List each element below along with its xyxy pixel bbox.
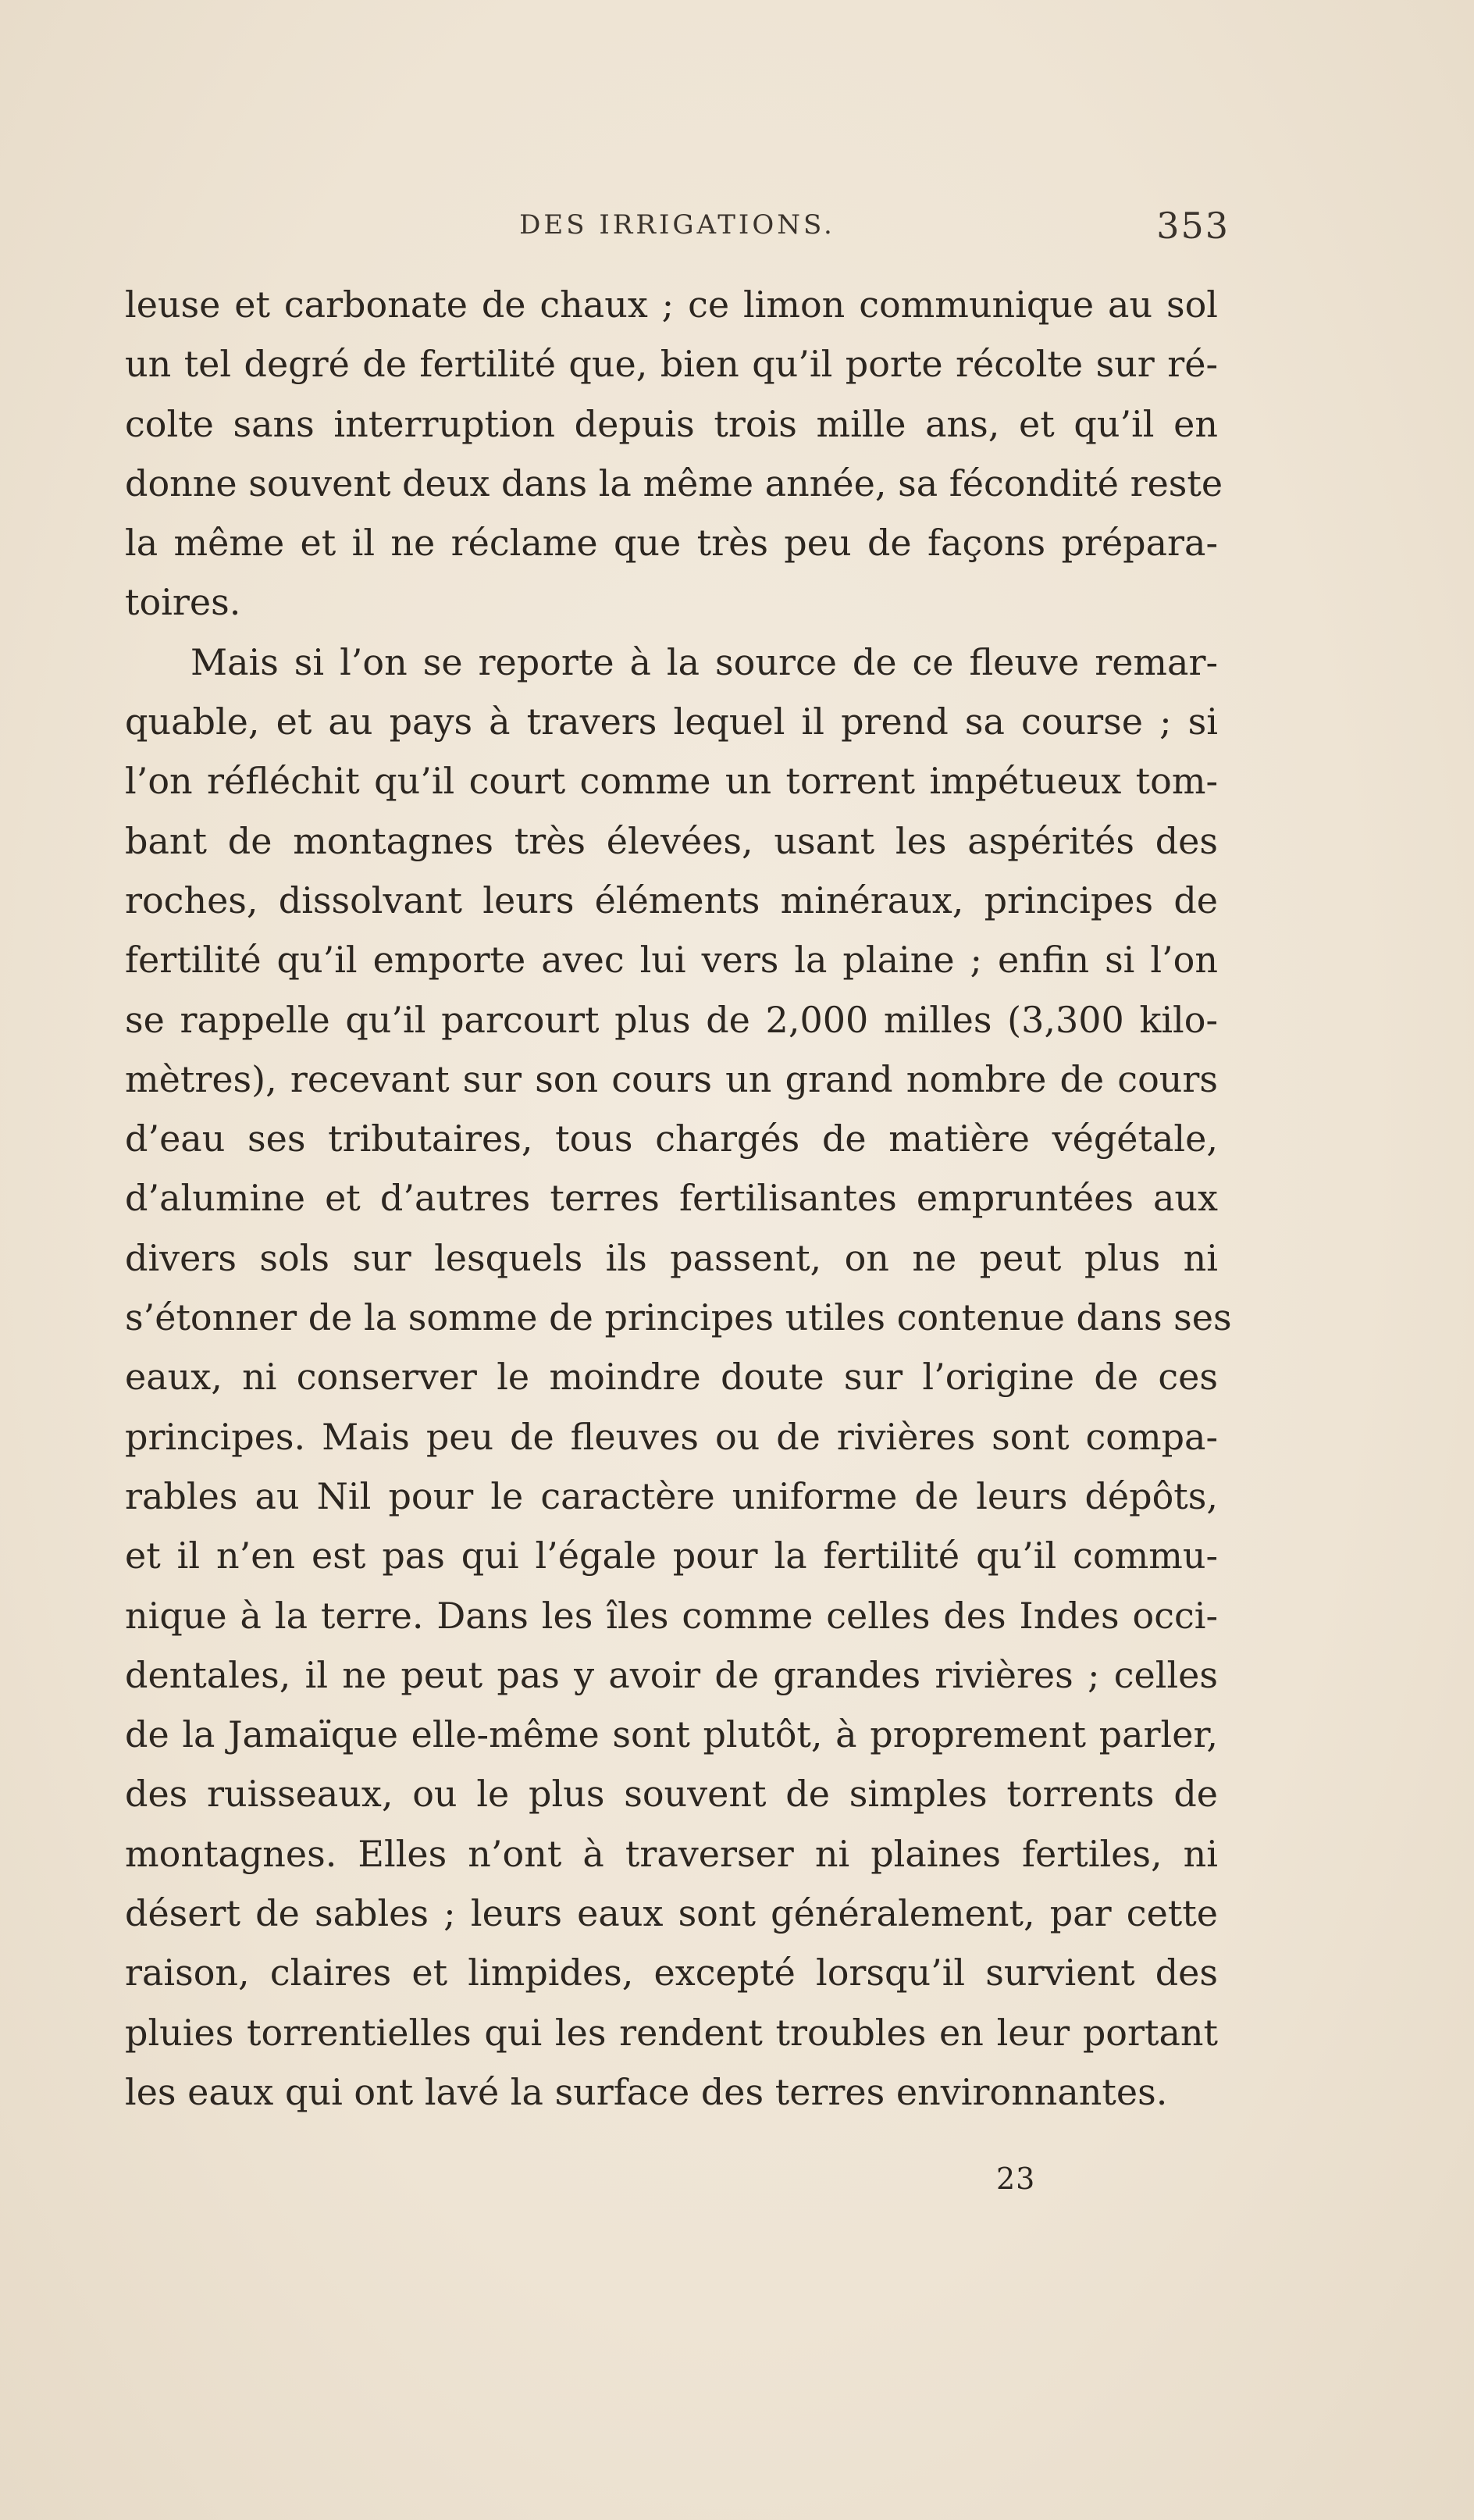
text-line: quable, et au pays à travers lequel il prend sa course ; si bbox=[125, 700, 1218, 743]
text-line: roches, dissolvant leurs éléments minéraux, principes de bbox=[125, 879, 1218, 921]
text-line: se rappelle qu’il parcourt plus de 2,000 milles (3,300 kilo- bbox=[125, 998, 1218, 1041]
page-number: 353 bbox=[1156, 205, 1230, 247]
text-line: leuse et carbonate de chaux ; ce limon communique au sol bbox=[125, 283, 1218, 326]
body-text bbox=[125, 275, 1232, 2122]
text-line: eaux, ni conserver le moindre doute sur l’origine de ces bbox=[125, 1356, 1218, 1399]
running-title: DES IRRIGATIONS. bbox=[519, 209, 835, 241]
text-line: principes. Mais peu de fleuves ou de rivières sont compa- bbox=[125, 1415, 1218, 1458]
text-line: les eaux qui ont lavé la surface des terres environnantes. bbox=[125, 2070, 1168, 2113]
text-line: mètres), recevant sur son cours un grand nombre de cours bbox=[125, 1057, 1218, 1100]
text-line: pluies torrentielles qui les rendent troubles en leur portant bbox=[125, 2011, 1218, 2054]
signature-mark: 23 bbox=[996, 2162, 1036, 2196]
text-line: donne souvent deux dans la même année, sa fécondité reste bbox=[125, 462, 1223, 504]
text-line: désert de sables ; leurs eaux sont généralement, par cette bbox=[125, 1892, 1218, 1935]
page-header bbox=[125, 205, 1230, 256]
text-line: colte sans interruption depuis trois mille ans, et qu’il en bbox=[125, 402, 1218, 445]
text-line: d’alumine et d’autres terres fertilisantes empruntées aux bbox=[125, 1177, 1218, 1220]
text-line: s’étonner de la somme de principes utiles contenue dans ses bbox=[125, 1296, 1232, 1339]
paragraph-start-line: Mais si l’on se reporte à la source de ce fleuve remar- bbox=[190, 640, 1218, 683]
text-line: l’on réfléchit qu’il court comme un torrent impétueux tom- bbox=[125, 760, 1218, 803]
text-line: dentales, il ne peut pas y avoir de grandes rivières ; celles bbox=[125, 1653, 1218, 1696]
text-line: d’eau ses tributaires, tous chargés de matière végétale, bbox=[125, 1117, 1218, 1160]
text-line: nique à la terre. Dans les îles comme celles des Indes occi- bbox=[125, 1594, 1218, 1637]
text-line: la même et il ne réclame que très peu de façons prépara- bbox=[125, 522, 1218, 565]
text-line: raison, claires et limpides, excepté lorsqu’il survient des bbox=[125, 1951, 1218, 1994]
text-line: rables au Nil pour le caractère uniforme de leurs dépôts, bbox=[125, 1474, 1218, 1517]
text-line: des ruisseaux, ou le plus souvent de simples torrents de bbox=[125, 1773, 1218, 1816]
text-line: divers sols sur lesquels ils passent, on ne peut plus ni bbox=[125, 1236, 1218, 1279]
text-line: toires. bbox=[125, 581, 241, 624]
text-line: de la Jamaïque elle-même sont plutôt, à proprement parler, bbox=[125, 1713, 1218, 1756]
text-line: bant de montagnes très élevées, usant les aspérités des bbox=[125, 819, 1218, 862]
text-line: et il n’en est pas qui l’égale pour la fertilité qu’il commu- bbox=[125, 1534, 1218, 1577]
text-line: un tel degré de fertilité que, bien qu’il porte récolte sur ré- bbox=[125, 343, 1218, 386]
text-line: fertilité qu’il emporte avec lui vers la plaine ; enfin si l’on bbox=[125, 939, 1218, 982]
text-line: montagnes. Elles n’ont à traverser ni plaines fertiles, ni bbox=[125, 1832, 1218, 1875]
